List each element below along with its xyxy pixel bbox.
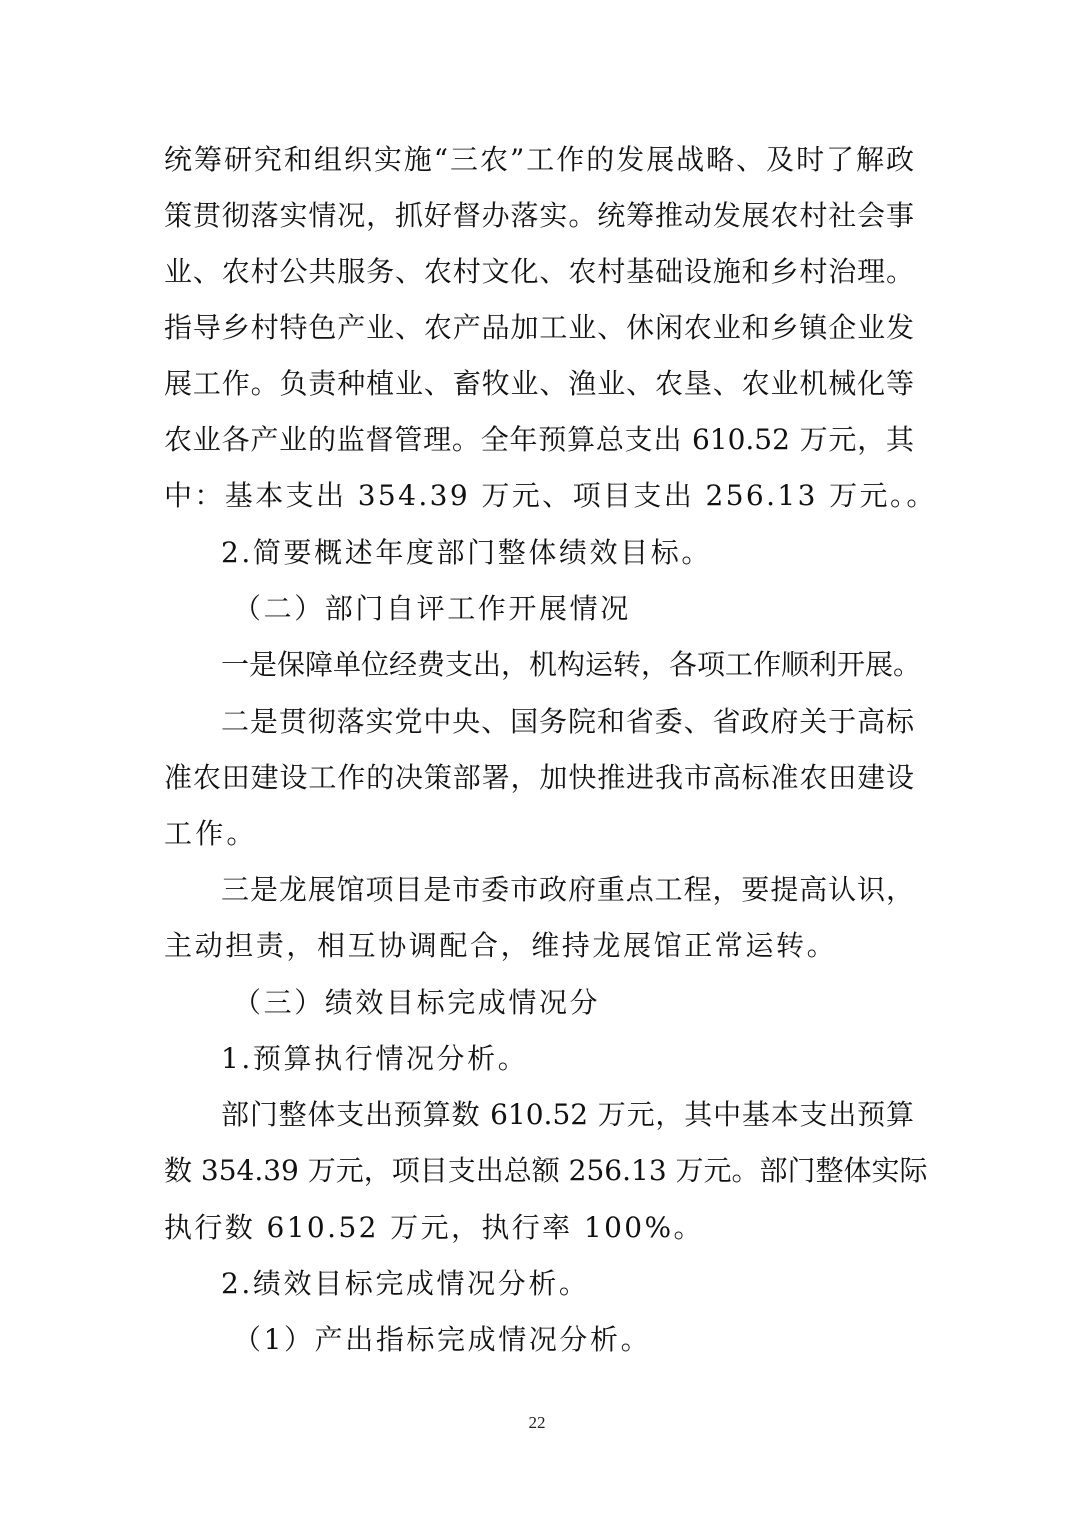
budget-paragraph-line: 执行数 610.52 万元，执行率 100%。 xyxy=(164,1211,704,1244)
paragraph-line: 中：基本支出 354.39 万元、项目支出 256.13 万元。。 xyxy=(164,479,937,512)
paragraph-line: 农业各产业的监督管理。全年预算总支出 610.52 万元，其 xyxy=(164,423,914,456)
page-number: 22 xyxy=(528,1413,546,1432)
point-2-line: 准农田建设工作的决策部署，加快推进我市高标准农田建设 xyxy=(164,761,914,794)
item-2-heading: 2.简要概述年度部门整体绩效目标。 xyxy=(221,536,712,569)
point-3-line: 主动担责，相互协调配合，维持龙展馆正常运转。 xyxy=(164,929,838,962)
section-3-heading: （三）绩效目标完成情况分 xyxy=(233,986,601,1019)
paragraph-line: 业、农村公共服务、农村文化、农村基础设施和乡村治理。 xyxy=(164,255,914,288)
budget-paragraph-line: 部门整体支出预算数 610.52 万元，其中基本支出预算 xyxy=(221,1098,914,1131)
section-2-heading: （二）部门自评工作开展情况 xyxy=(233,592,631,625)
point-3-line: 三是龙展馆项目是市委市政府重点工程，要提高认识， xyxy=(221,873,914,906)
point-2-line: 工作。 xyxy=(164,817,258,850)
paragraph-line: 策贯彻落实情况，抓好督办落实。统筹推动发展农村社会事 xyxy=(164,199,914,232)
paragraph-line: 指导乡村特色产业、农产品加工业、休闲农业和乡镇企业发 xyxy=(164,311,914,344)
budget-heading: 1.预算执行情况分析。 xyxy=(221,1042,529,1075)
output-heading: （1）产出指标完成情况分析。 xyxy=(233,1323,652,1356)
paragraph-line: 统筹研究和组织实施“三农”工作的发展战略、及时了解政 xyxy=(164,143,914,176)
budget-paragraph-line: 数 354.39 万元，项目支出总额 256.13 万元。部门整体实际 xyxy=(164,1154,928,1187)
document-page xyxy=(164,0,937,1520)
point-2-line: 二是贯彻落实党中央、国务院和省委、省政府关于高标 xyxy=(221,705,914,738)
performance-heading: 2.绩效目标完成情况分析。 xyxy=(221,1267,590,1300)
paragraph-line: 展工作。负责种植业、畜牧业、渔业、农垦、农业机械化等 xyxy=(164,367,914,400)
point-1-line: 一是保障单位经费支出，机构运转，各项工作顺利开展。 xyxy=(221,648,922,681)
